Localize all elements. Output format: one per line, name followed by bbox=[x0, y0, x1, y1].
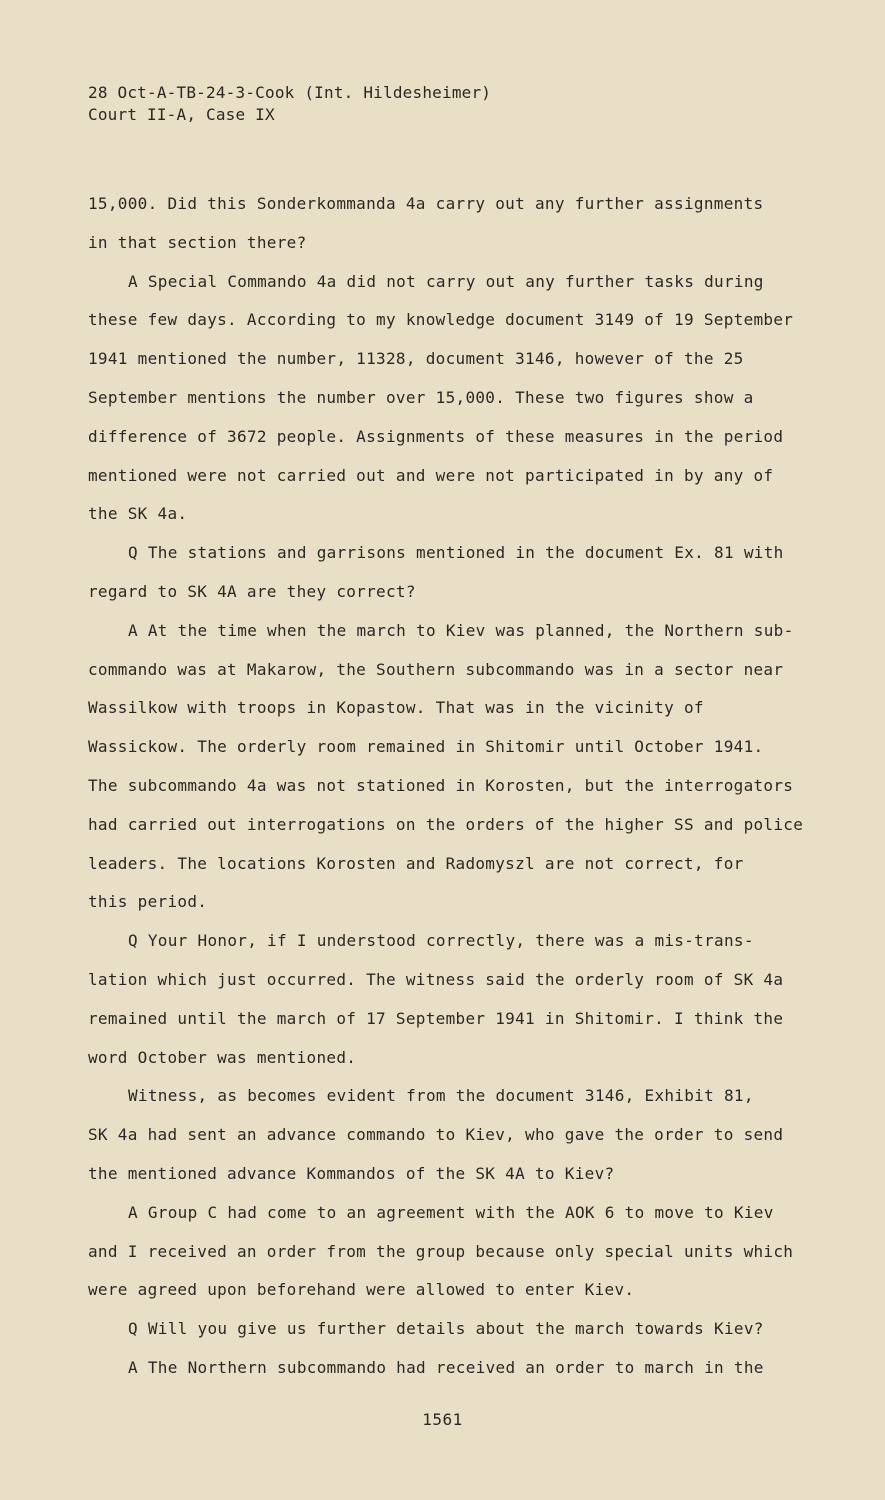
text-line: lation which just occurred. The witness said the orderly room of SK 4a bbox=[88, 969, 784, 989]
transcript-body bbox=[88, 192, 804, 1395]
text-line: SK 4a had sent an advance commando to Kiev, who gave the order to send bbox=[88, 1125, 784, 1145]
text-line: word October was mentioned. bbox=[88, 1047, 357, 1067]
answer-line: A The Northern subcommando had received an order to march in the bbox=[128, 1357, 764, 1377]
question-line: Q Your Honor, if I understood correctly, there was a mis-trans- bbox=[128, 931, 754, 951]
document-header bbox=[88, 82, 491, 126]
text-line: regard to SK 4A are they correct? bbox=[88, 581, 416, 601]
text-line: were agreed upon beforehand were allowed to enter Kiev. bbox=[88, 1280, 635, 1300]
question-line: Q Will you give us further details about the march towards Kiev? bbox=[128, 1319, 764, 1339]
header-reference: 28 Oct-A-TB-24-3-Cook (Int. Hildesheimer) bbox=[88, 83, 492, 102]
answer-line: A Group C had come to an agreement with the AOK 6 to move to Kiev bbox=[128, 1202, 774, 1222]
text-line: mentioned were not carried out and were not participated in by any of bbox=[88, 465, 774, 485]
text-line: leaders. The locations Korosten and Radomyszl are not correct, for bbox=[88, 853, 744, 873]
text-line: the SK 4a. bbox=[88, 504, 188, 524]
question-line: Q The stations and garrisons mentioned in the document Ex. 81 with bbox=[128, 543, 784, 563]
text-line: these few days. According to my knowledge document 3149 of 19 September bbox=[88, 310, 794, 330]
text-line: had carried out interrogations on the orders of the higher SS and police bbox=[88, 814, 804, 834]
text-line: in that section there? bbox=[88, 232, 307, 252]
text-line: remained until the march of 17 September 1941 in Shitomir. I think the bbox=[88, 1008, 784, 1028]
text-line: this period. bbox=[88, 892, 208, 912]
text-line: 1941 mentioned the number, 11328, document 3146, however of the 25 bbox=[88, 349, 744, 369]
text-line: Wassickow. The orderly room remained in Shitomir until October 1941. bbox=[88, 737, 764, 757]
text-line: Witness, as becomes evident from the document 3146, Exhibit 81, bbox=[128, 1086, 754, 1106]
answer-line: A Special Commando 4a did not carry out any further tasks during bbox=[128, 271, 764, 291]
header-court: Court II-A, Case IX bbox=[88, 105, 275, 124]
answer-line: A At the time when the march to Kiev was planned, the Northern sub- bbox=[128, 620, 794, 640]
text-line: the mentioned advance Kommandos of the SK 4A to Kiev? bbox=[88, 1163, 615, 1183]
text-line: and I received an order from the group because only special units which bbox=[88, 1241, 794, 1261]
text-line: 15,000. Did this Sonderkommanda 4a carry out any further assignments bbox=[88, 194, 764, 213]
text-line: commando was at Makarow, the Southern subcommando was in a sector near bbox=[88, 659, 784, 679]
page-number: 1561 bbox=[422, 1410, 463, 1429]
text-line: September mentions the number over 15,000. These two figures show a bbox=[88, 387, 754, 407]
text-line: Wassilkow with troops in Kopastow. That was in the vicinity of bbox=[88, 698, 704, 718]
text-line: difference of 3672 people. Assignments of these measures in the period bbox=[88, 426, 784, 446]
text-line: The subcommando 4a was not stationed in Korosten, but the interrogators bbox=[88, 775, 794, 795]
